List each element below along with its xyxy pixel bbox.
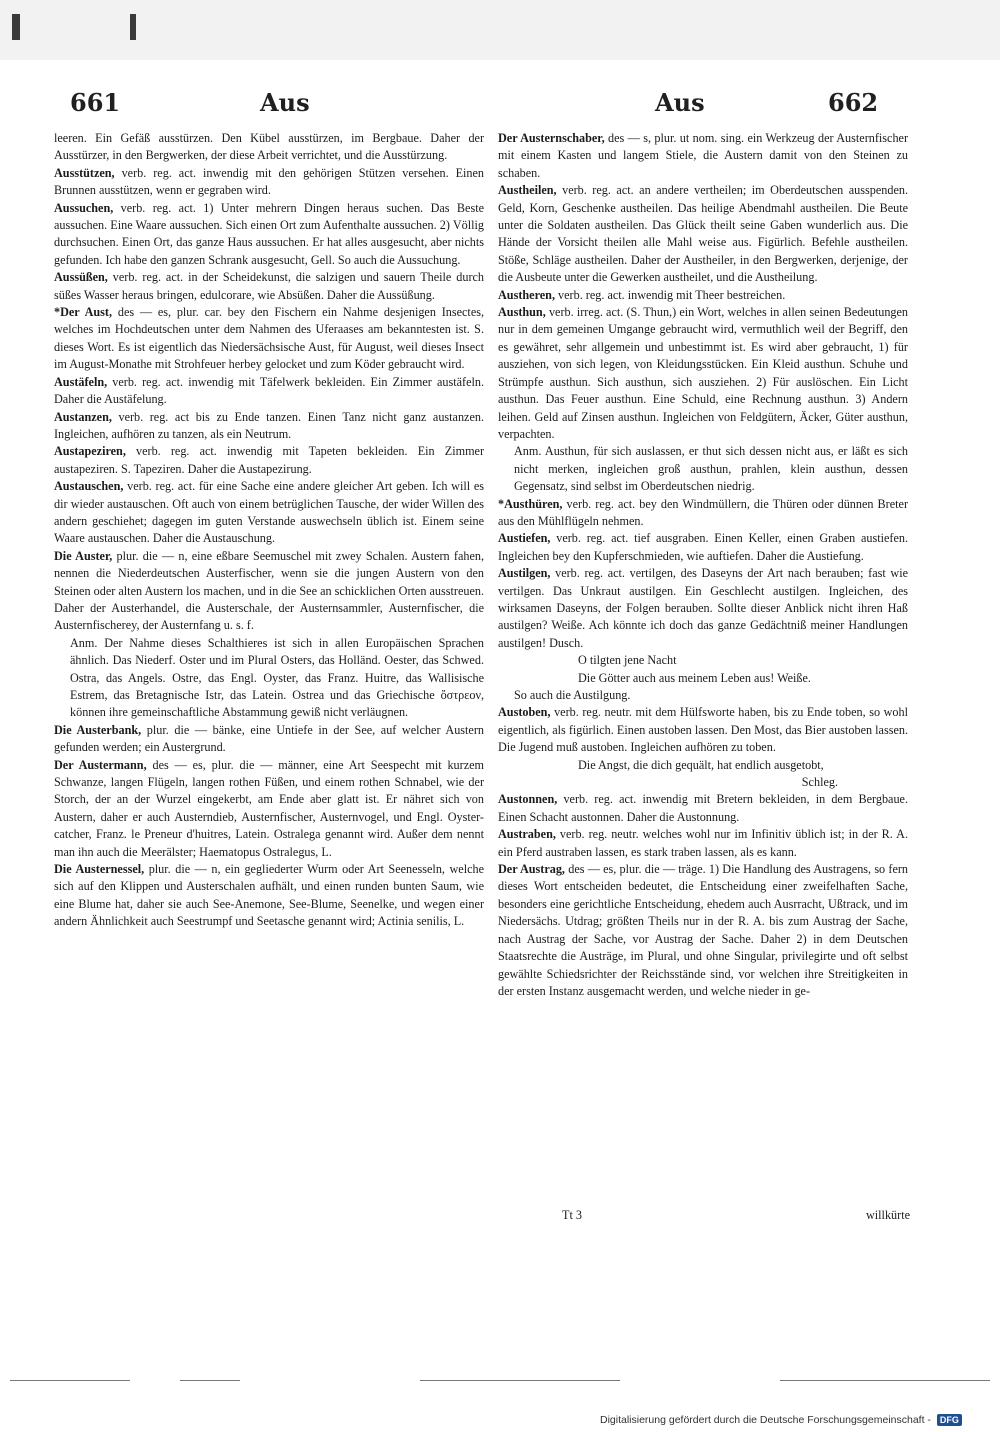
entry-headword: Austheilen, (498, 183, 557, 198)
entry-text: verb. irreg. act. (S. Thun,) ein Wort, welches in allen seinen Bedeutungen nur in dem gemeinen Umgange gebraucht wird, vermuthlich weil der Begriff, den es gewähret, sehr allgemein und unbestimmt ist. Es wird aber gebraucht, 1) für ausziehen, von sich legen, von Kleidungsstücken. Ein Kleid austhun. Schuhe und Strümpfe austhun. Sich austhun, sich ausziehen. 2) Für auslöschen. Ein Licht austhun. Das Feuer austhun. Eine Schuld, eine Rechnung austhun. 3) Andern leihen. Geld auf Zinsen austhun. Ingleichen von Feldgütern, Äcker, Güter austhun, verpachten. (498, 305, 909, 441)
entry-text: verb. reg. act. inwendig mit Täfelwerk bekleiden. Ein Zimmer austäfeln. Daher die Austäfelung. (54, 374, 485, 407)
dictionary-entry (54, 635, 484, 722)
dictionary-entry (498, 287, 908, 304)
dictionary-entry (54, 443, 484, 478)
scan-edge-mark (130, 14, 136, 40)
verse-line (498, 652, 908, 669)
dictionary-entry (498, 304, 908, 443)
entry-text: verb. reg. act. inwendig mit Theer bestreichen. (558, 287, 786, 302)
entry-text: verb. reg. neutr. welches wohl nur im Infinitiv üblich ist; in der R. A. ein Pferd austraben lassen, es stark traben lassen, als es kann. (498, 827, 908, 859)
bottom-rule (10, 1380, 130, 1381)
left-page-number: 661 (70, 88, 121, 117)
entry-text: plur. die — bänke, eine Untiefe in der See, auf welcher Austern gefunden werden; ein Austergrund. (54, 722, 484, 755)
entry-text: plur. die — n, eine eßbare Seemuschel mit zwey Schalen. Austern fahen, nennen die Niederdeutschen Austerfischer, wenn sie die jungen Austern von den Steinen oder alten Austern los machen, und in die See an schicklichen Orten ausstreuen. Daher der Austerhandel, die Austerschale, der Austernsammler, Austernfischer, die Austernfischerey, der Austernfang u. s. f. (54, 548, 485, 633)
entry-text: verb. reg. act. in der Scheidekunst, die salzigen und sauern Theile durch süßes Wasser heraus bringen, edulcorare, wie Absüßen. Daher die Aussüßung. (54, 270, 485, 302)
entry-headword: Austoben, (498, 705, 551, 720)
footer-text: Digitalisierung gefördert durch die Deutsche Forschungsgemeinschaft - (600, 1414, 931, 1426)
entry-text: verb. reg. act. bey den Windmüllern, die Thüren oder dünnen Breter aus den Mühlflügeln nehmen. (498, 496, 908, 528)
entry-headword: Austauschen, (54, 479, 124, 494)
entry-text: verb. reg. act. an andere vertheilen; im Oberdeutschen ausspenden. Geld, Korn, Geschenke austheilen. Das heilige Abendmahl austheilen. Die Beute unter die Soldaten austheilen. Das Glück theilt seine Gaben wunderlich aus. Die Hände der Vorsicht theilen alle Mahl weise aus. Figürlich. Befehle austheilen. Stöße, Schläge austheilen. Daher der Austheiler, in den Bergwerken, derjenige, der die Ausbeute unter die Gewerken austheilet, und die Austheilung. (498, 183, 909, 285)
entry-headword: *Der Aust, (54, 305, 113, 320)
entry-text: verb. reg. act. inwendig mit Tapeten bekleiden. Ein Zimmer austapeziren. S. Tapeziren. Daher die Austapezirung. (54, 444, 485, 476)
entry-text: verb. reg. act bis zu Ende tanzen. Einen Tanz nicht ganz austanzen. Ingleichen, aufhören zu tanzen, als ein Neutrum. (54, 409, 485, 441)
dictionary-entry (498, 130, 908, 182)
dictionary-entry (54, 130, 484, 165)
entry-text: verb. reg. act. inwendig mit Bretern bekleiden, in dem Bergbaue. Einen Schacht austonnen. Daher die Austonnung. (498, 792, 908, 824)
right-column (498, 130, 908, 1000)
entry-text: So auch die Austilgung. (514, 688, 631, 702)
dictionary-entry (498, 826, 908, 861)
entry-headword: Austraben, (498, 827, 556, 842)
entry-text: verb. reg. act. 1) Unter mehrern Dingen heraus suchen. Das Beste aussuchen. Eine Waare aussuchen. Sich einen Ort zum Aufenthalte aussuchen. 2) Völlig durchsuchen. Einen Ort, das ganze Haus aussuchen. Er hat alles ausgesucht, aber nichts gefunden. Ich habe den ganzen Schrank ausgesucht, Gell. So auch die Aussuchung. (54, 200, 484, 267)
entry-text: verb. reg. act. vertilgen, des Daseyns der Art nach berauben; fast wie vertilgen. Das Unkraut austilgen. Ein Geschlecht austilgen. Ingleichen, des wirksamen Daseyns, der Folgen berauben. Sollte dieser Anblick nicht ihren Haß austilgen? Weiße. Ach könnte ich doch das ganze Gedächtniß meiner Handlungen austilgen! Dusch. (498, 566, 908, 650)
entry-headword: Ausstützen, (54, 165, 115, 180)
entry-text: verb. reg. neutr. mit dem Hülfsworte haben, bis zu Ende toben, so wohl eigentlich, als figürlich. Einen austoben lassen. Den Most, das Bier austoben lassen. Die Jugend muß austoben. Ingleichen aufhören zu toben. (498, 705, 909, 755)
left-running-head: Aus (260, 88, 310, 117)
entry-headword: Austanzen, (54, 409, 112, 424)
entry-text: des — es, plur. die — träge. 1) Die Handlung des Austragens, so fern dieses Wort entscheiden bedeutet, die Entscheidung einer zweifelhaften Sache, besonders eine gerichtliche Entscheidung, ehedem auch Ausrracht, Ußtrack, und im Niedersächs. Utdrag; größten Theils nur in der R. A. bis zum Austrag der Sache, nach Austrag der Sache, vor Austrag der Sache. Daher 2) in dem Deutschen Staatsrechte die Austräge, im Plural, und ohne Singular, privilegirte und oft selbst gewählte Schiedsrichter der Reichsstände sind, vor welchen ihre Streitigkeiten in der ersten Instanz ausgemacht werden, und welche nieder in ge- (498, 862, 908, 998)
entry-headword: Der Austernschaber, (498, 131, 605, 145)
entry-headword: Aussüßen, (54, 270, 108, 285)
dictionary-entry (54, 548, 484, 635)
entry-headword: Aussuchen, (54, 200, 114, 215)
dictionary-entry (498, 565, 908, 652)
dictionary-entry (498, 861, 908, 1000)
dictionary-entry (498, 687, 908, 704)
entry-text: des — es, plur. car. bey den Fischern ein Nahme desjenigen Insectes, welches im Hochdeutschen unter dem Nahmen des Uferaases am bekanntesten ist. S. dieses Wort. Es ist eigentlich das Niedersächsische Aust, für August, weil dieses Insect im August-Monathe mit Strohfeuer herbey gelocket und zum Köder gebraucht wird. (54, 305, 485, 372)
entry-headword: Austheren, (498, 287, 555, 302)
entry-text: verb. reg. act. tief ausgraben. Einen Keller, einen Graben austiefen. Ingleichen bey den Kupferschmieden, wie auftiefen. Daher die Austiefung. (498, 531, 908, 563)
entry-text: des — es, plur. die — männer, eine Art Seespecht mit kurzem Schwanze, langen Flügeln, langen rothen Füßen, und einem rothen Schnabel, wie der Storch, der an der Wurzel eingekerbt, am Ende aber glatt ist. Er nähret sich von Austern, daher er auch Austerndieb, Austernfischer, Austernvogel, und Engl. Oyster-catcher, Franz. le Preneur d'huitres, Latein. Ostralega genannt wird. Außer dem nennt man ihn auch die Meerälster; Haematopus Ostralegus, L. (54, 757, 485, 859)
entry-text: verb. reg. act. inwendig mit den gehörigen Stützen versehen. Einen Brunnen ausstützen, wenn er gegraben wird. (54, 165, 485, 198)
dictionary-entry (498, 704, 908, 756)
entry-headword: *Austhüren, (498, 496, 563, 511)
dictionary-entry (54, 165, 484, 200)
dfg-logo: DFG (937, 1414, 962, 1426)
dictionary-entry (54, 478, 484, 548)
entry-headword: Die Austernessel, (54, 862, 145, 877)
signature-mark: Tt 3 (562, 1208, 582, 1222)
entry-text: Die Angst, die dich gequält, hat endlich ausgetobt, (578, 757, 824, 772)
entry-headword: Austapeziren, (54, 444, 126, 459)
bottom-rule (780, 1380, 990, 1381)
entry-text: Schleg. (801, 775, 838, 790)
left-column (54, 130, 484, 931)
entry-text: Die Götter auch aus meinem Leben aus! Weiße. (578, 670, 811, 685)
entry-headword: Austilgen, (498, 566, 551, 581)
verse-line (498, 670, 908, 687)
scan-edge-strip (0, 0, 1000, 60)
dictionary-entry (54, 269, 484, 304)
entry-text: verb. reg. act. für eine Sache eine andere gleicher Art geben. Ich will es dir wieder austauschen. Oft auch von einem betrüglichen Tausche, der wider Willen des andern geschiehet; dagegen im guten Verstande auswechseln üblich ist. Einem seine Waare austauschen. Daher die Austauschung. (54, 479, 484, 546)
footer-credit (600, 1408, 1000, 1432)
dictionary-entry (54, 374, 484, 409)
entry-headword: Der Austrag, (498, 862, 565, 877)
dictionary-entry (54, 722, 484, 757)
dictionary-entry (498, 496, 908, 531)
dictionary-entry (54, 409, 484, 444)
dictionary-entry (498, 182, 908, 286)
entry-text: plur. die — n, ein gegliederter Wurm oder Art Seenesseln, welche sich auf den Klippen und Austerschalen aufhält, und einen runden bunten Saum, wie eine Blume hat, daher sie auch See-Anemone, See-Blume, Seenelke, und wegen einer andern Ähnlichkeit auch Seestrumpf und Seetasche genannt wird; Actinia senilis, L. (54, 862, 484, 929)
dictionary-entry (498, 443, 908, 495)
right-running-head: Aus (655, 88, 705, 117)
dictionary-entry (54, 757, 484, 861)
entry-text: leeren. Ein Gefäß ausstürzen. Den Kübel ausstürzen, im Bergbaue. Daher der Ausstürzer, in den Bergwerken, der diese Arbeit verrichtet, und die Ausstürzung. (54, 131, 484, 163)
scan-edge-mark (12, 14, 20, 40)
citation (498, 774, 908, 791)
entry-headword: Austäfeln, (54, 374, 108, 389)
entry-headword: Die Auster, (54, 548, 113, 563)
catchword: willkürte (865, 1208, 910, 1222)
bottom-rule (180, 1380, 240, 1381)
dictionary-entry (498, 791, 908, 826)
entry-headword: Austhun, (498, 305, 546, 320)
entry-headword: Der Austermann, (54, 757, 147, 772)
dictionary-entry (54, 200, 484, 270)
entry-text: des — s, plur. ut nom. sing. ein Werkzeug der Austernfischer mit einem Kasten und langem Stiele, die Austern damit von den Steinen zu schaben. (498, 131, 909, 180)
entry-text: Anm. Austhun, für sich auslassen, er thut sich dessen nicht aus, er läßt es sich nicht merken, ingleichen groß austhun, prahlen, klein austhun, dessen Gegensatz, sind selbst im Oberdeutschen niedrig. (514, 444, 908, 494)
entry-text: O tilgten jene Nacht (578, 653, 677, 668)
dictionary-entry (498, 530, 908, 565)
entry-headword: Austonnen, (498, 792, 558, 807)
right-page-number: 662 (828, 88, 879, 117)
entry-headword: Die Austerbank, (54, 722, 142, 737)
entry-text: Anm. Der Nahme dieses Schalthieres ist sich in allen Europäischen Sprachen ähnlich. Das Niederf. Oster und im Plural Osters, das Holländ. Oester, das Schwed. Ostra, das Angels. Ostre, das Engl. Oyster, das Franz. Huitre, das Wallisische Estrem, das Bretagnische Istr, das Latein. Ostrea und das Griechische ὄστρεον, können ihre gemeinschaftliche Abstammung gewiß nicht verläugnen. (70, 635, 484, 720)
bottom-rule (420, 1380, 620, 1381)
dictionary-entry (54, 861, 484, 931)
dictionary-entry (54, 304, 484, 374)
entry-headword: Austiefen, (498, 531, 551, 546)
verse-line (498, 757, 908, 774)
